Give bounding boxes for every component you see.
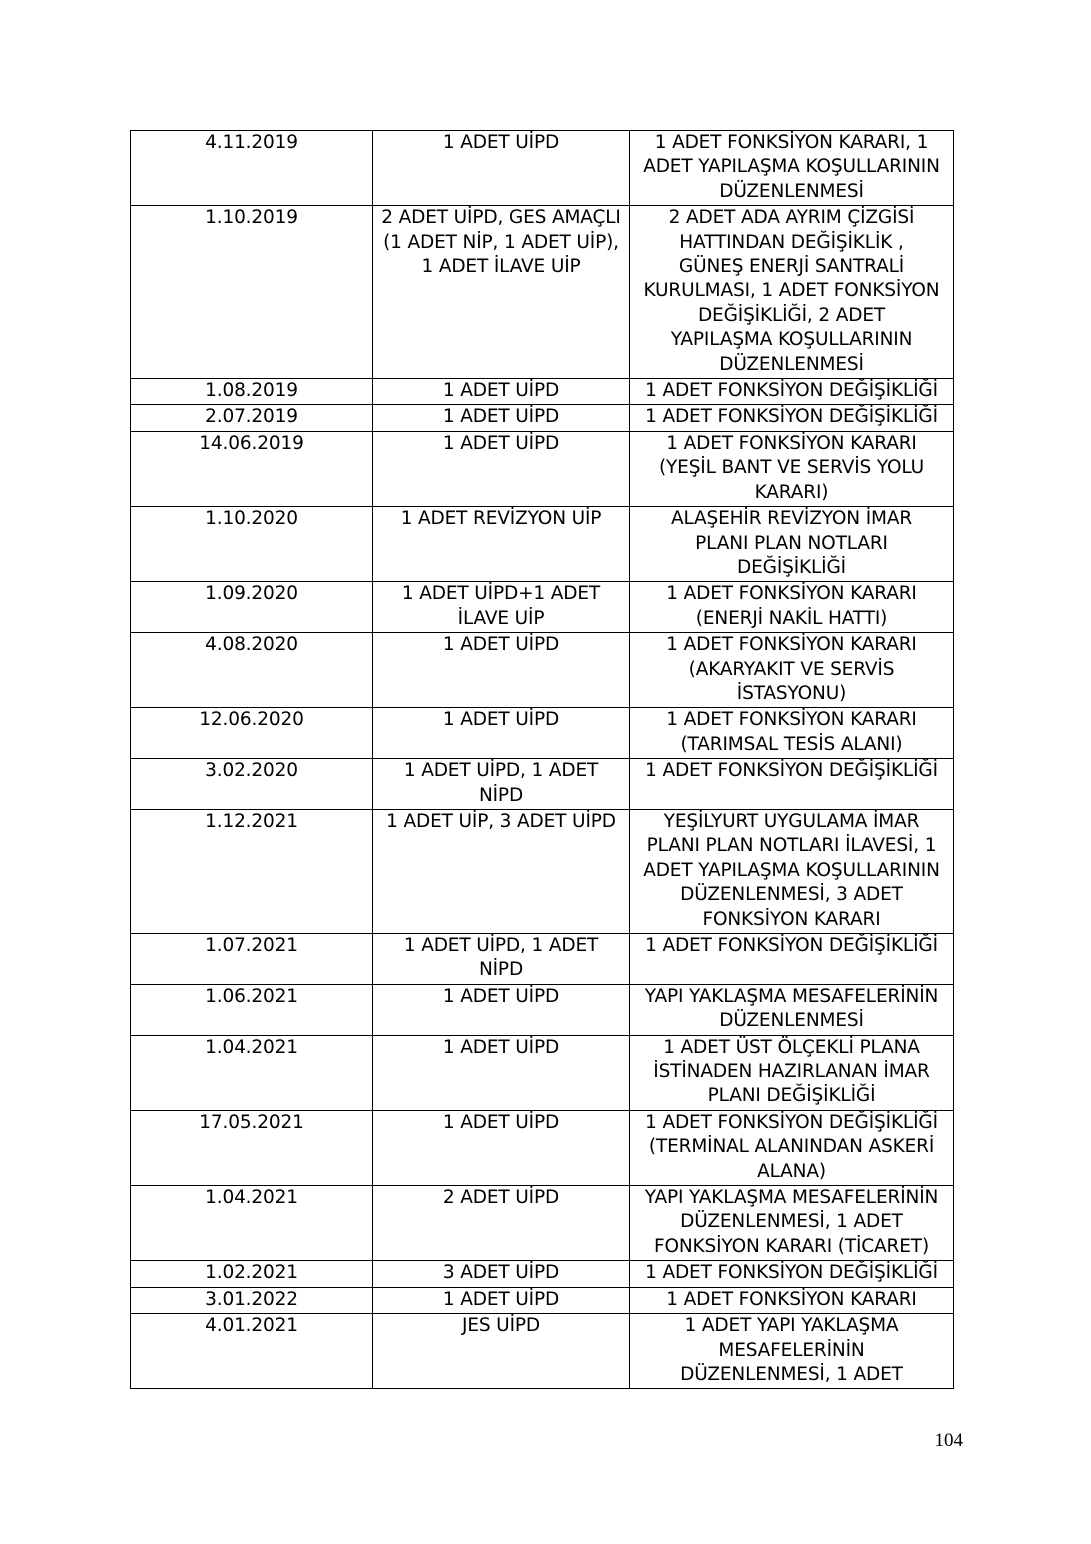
plan-type-cell: 1 ADET UİPD [373, 379, 630, 405]
date-cell: 4.08.2020 [131, 633, 373, 708]
description-cell [630, 809, 954, 933]
description-line: 1 ADET ÜST ÖLÇEKLİ PLANA [663, 1036, 920, 1058]
description-line: FONKSİYON KARARI [702, 908, 881, 930]
table-row [131, 984, 954, 1035]
description-cell [630, 633, 954, 708]
plan-type-cell: 1 ADET UİPD [373, 405, 630, 431]
date-cell: 1.02.2021 [131, 1261, 373, 1287]
table-row [131, 405, 954, 431]
plan-type-cell: 1 ADET UİPD [373, 633, 630, 708]
description-line: PLANI PLAN NOTLARI [695, 532, 888, 554]
date-cell: 1.06.2021 [131, 984, 373, 1035]
description-cell [630, 431, 954, 506]
plan-type-cell: 1 ADET UİP, 3 ADET UİPD [373, 809, 630, 933]
table-row [131, 1186, 954, 1261]
plan-type-cell: 2 ADET UİPD [373, 1186, 630, 1261]
table-row [131, 1110, 954, 1185]
table-row [131, 1261, 954, 1287]
table-row [131, 131, 954, 206]
date-cell: 1.09.2020 [131, 582, 373, 633]
description-line: ADET YAPILAŞMA KOŞULLARININ [643, 156, 940, 178]
description-cell [630, 1035, 954, 1110]
description-line: 1 ADET FONKSİYON DEĞİŞİKLİĞİ [645, 406, 938, 428]
description-cell [630, 1314, 954, 1389]
date-cell: 1.04.2021 [131, 1186, 373, 1261]
date-cell: 2.07.2019 [131, 405, 373, 431]
table-row [131, 809, 954, 933]
plan-type-cell: 1 ADET UİPD [373, 1287, 630, 1313]
plan-type-cell: 1 ADET UİPD [373, 1110, 630, 1185]
date-cell: 4.01.2021 [131, 1314, 373, 1389]
plan-type-cell: 3 ADET UİPD [373, 1261, 630, 1287]
description-line: 1 ADET FONKSİYON DEĞİŞİKLİĞİ [645, 1111, 938, 1133]
date-cell: 1.12.2021 [131, 809, 373, 933]
description-line: YEŞİLYURT UYGULAMA İMAR [663, 810, 920, 832]
description-line: PLANI PLAN NOTLARI İLAVESİ, 1 [646, 835, 937, 857]
table-row [131, 582, 954, 633]
plan-type-cell: 1 ADET UİPD [373, 1035, 630, 1110]
table-row [131, 708, 954, 759]
date-cell: 4.11.2019 [131, 131, 373, 206]
description-cell [630, 1287, 954, 1313]
table-row [131, 633, 954, 708]
description-line: DÜZENLENMESİ [719, 353, 864, 375]
date-cell: 1.10.2020 [131, 507, 373, 582]
description-cell [630, 759, 954, 810]
description-cell [630, 1186, 954, 1261]
table-row [131, 507, 954, 582]
description-line: ALAŞEHİR REVİZYON İMAR [670, 508, 913, 530]
table-row [131, 1035, 954, 1110]
plan-type-cell: 1 ADET UİPD [373, 131, 630, 206]
date-cell: 1.04.2021 [131, 1035, 373, 1110]
date-cell: 12.06.2020 [131, 708, 373, 759]
description-cell [630, 379, 954, 405]
description-line: DÜZENLENMESİ, 1 ADET [680, 1211, 903, 1233]
description-line: MESAFELERİNİN [718, 1339, 865, 1361]
description-line: 1 ADET FONKSİYON DEĞİŞİKLİĞİ [645, 380, 938, 402]
description-cell [630, 708, 954, 759]
description-line: YAPI YAKLAŞMA MESAFELERİNİN [644, 1187, 939, 1209]
description-cell [630, 206, 954, 379]
table-row [131, 379, 954, 405]
page-number: 104 [934, 1430, 963, 1451]
description-line: DEĞİŞİKLİĞİ, 2 ADET [697, 304, 886, 326]
description-line: (TARIMSAL TESİS ALANI) [680, 733, 903, 755]
description-line: 1 ADET FONKSİYON KARARI [666, 1288, 917, 1310]
plan-type-cell: 2 ADET UİPD, GES AMAÇLI (1 ADET NİP, 1 ADET UİP), 1 ADET İLAVE UİP [373, 206, 630, 379]
table-row [131, 1314, 954, 1389]
plan-type-cell: 1 ADET UİPD+1 ADET İLAVE UİP [373, 582, 630, 633]
date-cell: 3.02.2020 [131, 759, 373, 810]
date-cell: 1.08.2019 [131, 379, 373, 405]
description-line: 1 ADET FONKSİYON KARARI, 1 [654, 132, 929, 153]
description-line: (ENERJİ NAKİL HATTI) [695, 607, 888, 629]
description-cell [630, 131, 954, 206]
date-cell: 14.06.2019 [131, 431, 373, 506]
description-line: 1 ADET FONKSİYON KARARI [666, 432, 917, 454]
description-line: 2 ADET ADA AYRIM ÇİZGİSİ [668, 207, 915, 229]
description-line: İSTİNADEN HAZIRLANAN İMAR [653, 1061, 930, 1083]
description-cell [630, 1110, 954, 1185]
description-line: PLANI DEĞİŞİKLİĞİ [707, 1085, 876, 1107]
plan-type-cell: 1 ADET UİPD, 1 ADET NİPD [373, 759, 630, 810]
description-cell [630, 934, 954, 985]
date-cell: 1.07.2021 [131, 934, 373, 985]
description-cell [630, 582, 954, 633]
table-row [131, 759, 954, 810]
table-row [131, 934, 954, 985]
description-cell [630, 507, 954, 582]
description-line: 1 ADET FONKSİYON KARARI [666, 583, 917, 605]
description-line: 1 ADET FONKSİYON DEĞİŞİKLİĞİ [645, 1262, 938, 1284]
description-cell [630, 1261, 954, 1287]
plan-type-cell: 1 ADET REVİZYON UİP [373, 507, 630, 582]
description-line: KARARI) [754, 481, 829, 503]
description-line: DÜZENLENMESİ [719, 180, 864, 202]
description-line: DÜZENLENMESİ [719, 1010, 864, 1032]
plan-changes-table [130, 130, 954, 1389]
description-cell [630, 984, 954, 1035]
plan-type-cell: JES UİPD [373, 1314, 630, 1389]
description-line: (TERMİNAL ALANINDAN ASKERİ [648, 1136, 935, 1158]
description-line: DÜZENLENMESİ, 3 ADET [680, 884, 903, 906]
date-cell: 17.05.2021 [131, 1110, 373, 1185]
description-line: DÜZENLENMESİ, 1 ADET [680, 1363, 903, 1385]
table-row [131, 206, 954, 379]
description-cell [630, 405, 954, 431]
description-line: 1 ADET FONKSİYON DEĞİŞİKLİĞİ [645, 760, 938, 782]
description-line: KURULMASI, 1 ADET FONKSİYON [643, 280, 940, 302]
description-line: DEĞİŞİKLİĞİ [737, 556, 846, 578]
plan-type-cell: 1 ADET UİPD [373, 984, 630, 1035]
description-line: ALANA) [757, 1160, 826, 1182]
plan-type-cell: 1 ADET UİPD [373, 708, 630, 759]
table-row [131, 431, 954, 506]
description-line: YAPILAŞMA KOŞULLARININ [670, 329, 913, 351]
description-line: 1 ADET FONKSİYON KARARI [666, 709, 917, 731]
description-line: 1 ADET YAPI YAKLAŞMA [684, 1315, 899, 1337]
description-line: FONKSİYON KARARI (TİCARET) [653, 1235, 930, 1257]
description-line: (YEŞİL BANT VE SERVİS YOLU [658, 457, 925, 479]
table-row [131, 1287, 954, 1313]
description-line: HATTINDAN DEĞİŞİKLİK , [679, 231, 904, 253]
description-line: 1 ADET FONKSİYON DEĞİŞİKLİĞİ [645, 935, 938, 956]
date-cell: 3.01.2022 [131, 1287, 373, 1313]
description-line: (AKARYAKIT VE SERVİS [688, 658, 895, 680]
description-line: İSTASYONU) [736, 682, 847, 704]
table-body [131, 131, 954, 1389]
description-line: ADET YAPILAŞMA KOŞULLARININ [643, 859, 940, 881]
description-line: YAPI YAKLAŞMA MESAFELERİNİN [644, 985, 939, 1007]
plan-type-cell: 1 ADET UİPD, 1 ADET NİPD [373, 934, 630, 985]
description-line: 1 ADET FONKSİYON KARARI [666, 634, 917, 656]
description-line: GÜNEŞ ENERJİ SANTRALİ [678, 256, 905, 278]
date-cell: 1.10.2019 [131, 206, 373, 379]
plan-type-cell: 1 ADET UİPD [373, 431, 630, 506]
